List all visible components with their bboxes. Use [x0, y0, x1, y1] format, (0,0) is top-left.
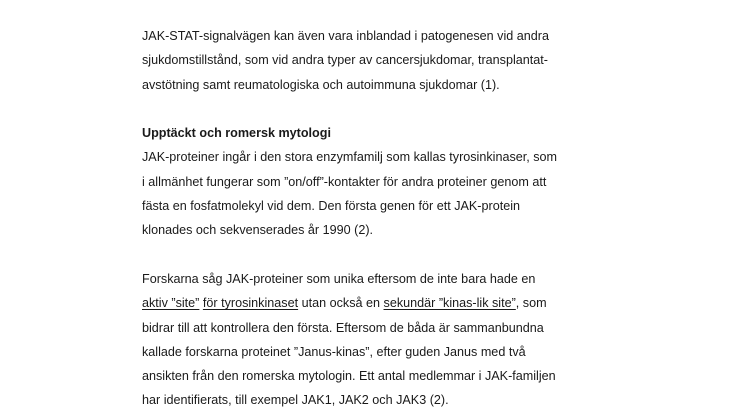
document-page: [142, 24, 612, 413]
text-fragment: , som: [515, 296, 547, 311]
text-line: Forskarna såg JAK-proteiner som unika eftersom de inte bara hade en: [142, 271, 536, 286]
text-line: sjukdomstillstånd, som vid andra typer av cancersjukdomar, transplantat-: [142, 53, 548, 68]
link-active-site[interactable]: aktiv ”site”: [142, 296, 200, 311]
text-line: klonades och sekvenserades år 1990 (2).: [142, 223, 374, 238]
text-line: fästa en fosfatmolekyl vid dem. Den första genen för ett JAK-protein: [142, 199, 521, 214]
text-line: ansikten från den romerska mytologin. Ett antal medlemmar i JAK-familjen: [142, 369, 556, 384]
text-line: JAK-STAT-signalvägen kan även vara inblandad i patogenesen vid andra: [142, 29, 549, 43]
paragraph-spacer: [142, 243, 612, 267]
paragraph-janus-kinase: [142, 267, 612, 413]
paragraph-spacer: [142, 97, 612, 121]
text-fragment: utan också en: [298, 296, 384, 311]
text-line: [142, 291, 612, 315]
text-line: i allmänhet fungerar som ”on/off”-kontakter för andra proteiner genom att: [142, 174, 547, 189]
text-line: avstötning samt reumatologiska och autoimmuna sjukdomar (1).: [142, 77, 500, 92]
paragraph-jak-stat-diseases: [142, 24, 612, 97]
text-line: har identifierats, till exempel JAK1, JAK2 och JAK3 (2).: [142, 393, 449, 408]
section-heading: Upptäckt och romersk mytologi: [142, 126, 331, 141]
paragraph-jak-proteins: [142, 145, 612, 242]
link-secondary-kinase-like-site[interactable]: sekundär ”kinas-lik site”: [383, 296, 516, 311]
text-line: bidrar till att kontrollera den första. Eftersom de båda är sammanbundna: [142, 320, 544, 335]
text-line: kallade forskarna proteinet ”Janus-kinas”, efter guden Janus med två: [142, 344, 526, 359]
link-tyrosine-kinase[interactable]: för tyrosinkinaset: [202, 296, 299, 311]
text-line: JAK-proteiner ingår i den stora enzymfamilj som kallas tyrosinkinaser, som: [142, 150, 558, 165]
